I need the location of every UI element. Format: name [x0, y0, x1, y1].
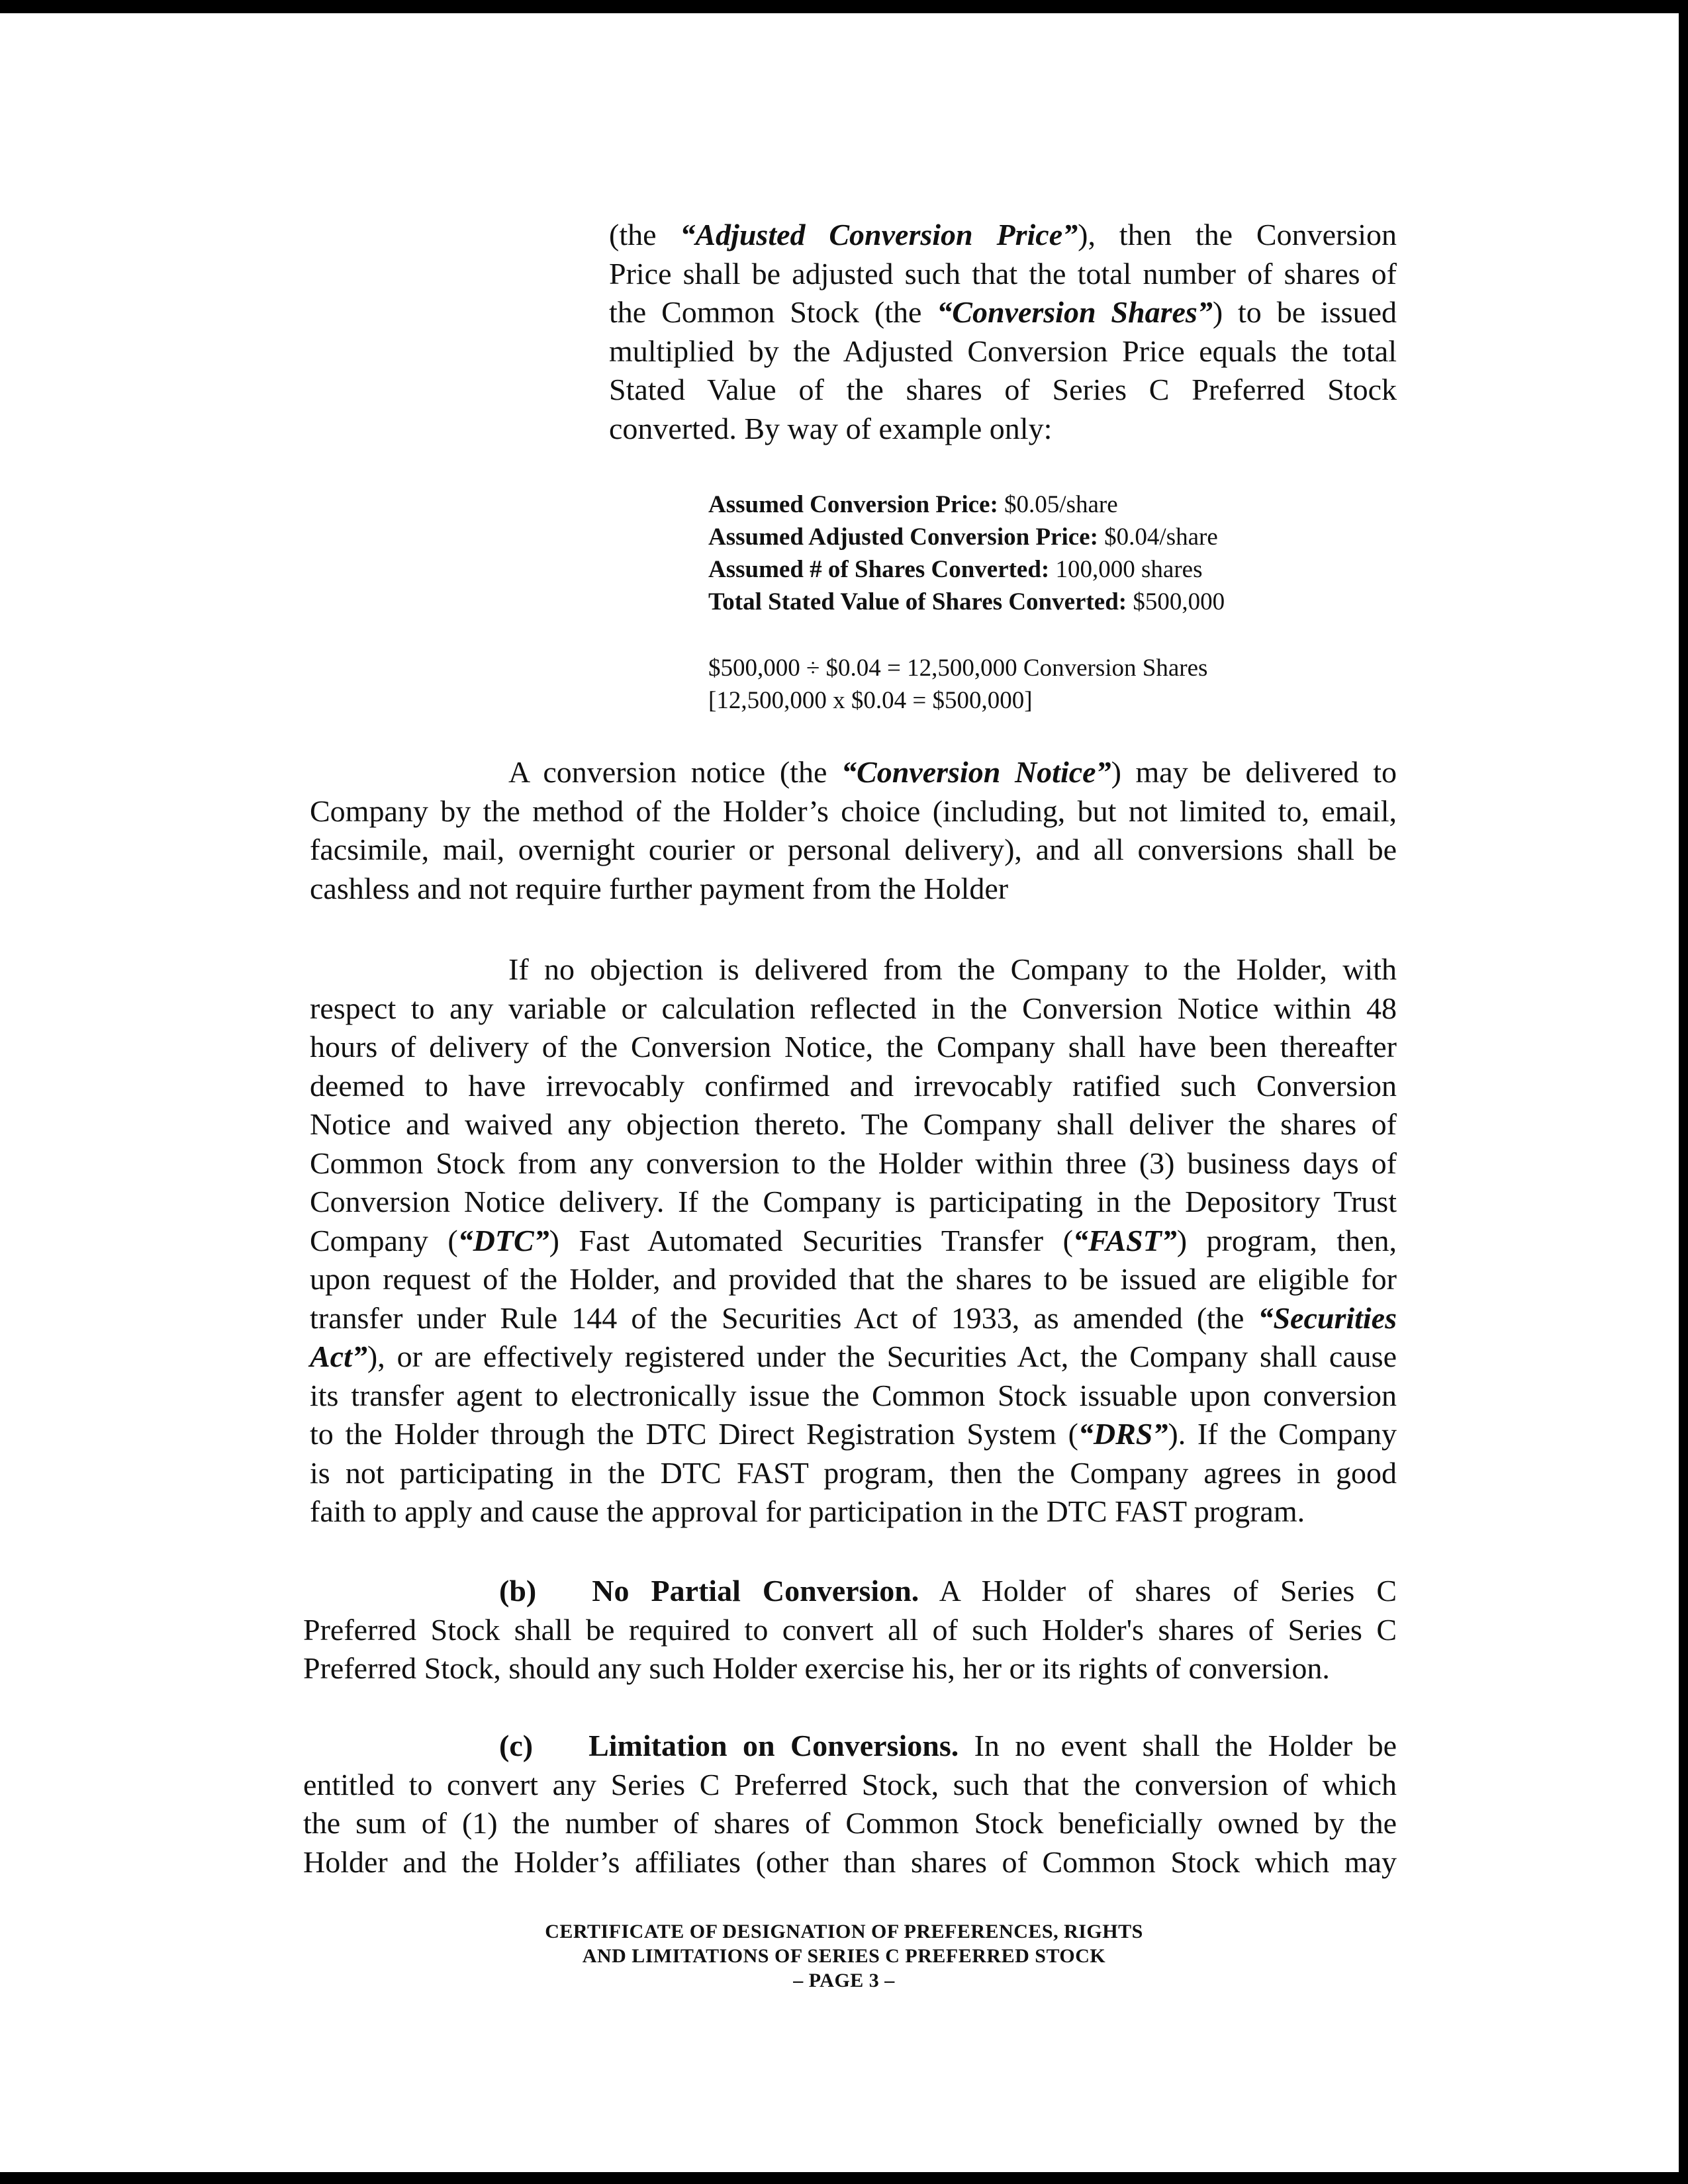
intro-paragraph — [609, 216, 1397, 448]
page-number: – PAGE 3 – — [793, 1970, 895, 1991]
text-line: deemed to have irrevocably confirmed and irrevocably ratified such Conversion — [310, 1068, 1397, 1103]
text-line: the Common Stock (the “Conversion Shares”) to be issued — [609, 295, 1397, 329]
text-line: upon request of the Holder, and provided that the shares to be issued are eligible for — [310, 1262, 1397, 1296]
defined-term: “Conversion Notice” — [841, 755, 1111, 789]
example-row: Assumed Conversion Price: $0.05/share — [708, 491, 1118, 518]
defined-term: “Conversion Shares” — [937, 295, 1213, 329]
example-assumptions — [708, 488, 1225, 618]
text-line: Conversion Notice delivery. If the Company is participating in the Depository Trust — [310, 1185, 1397, 1218]
section-b-paragraph — [303, 1572, 1397, 1688]
text-line: the sum of (1) the number of shares of Common Stock beneficially owned by the — [303, 1806, 1397, 1840]
text-line: cashless and not require further payment from the Holder — [310, 871, 1009, 905]
text-line: facsimile, mail, overnight courier or personal delivery), and all conversions shall be — [310, 833, 1397, 866]
text-line: Notice and waived any objection thereto. The Company shall deliver the shares of — [310, 1107, 1397, 1141]
scan-border-right — [1679, 0, 1688, 2184]
section-marker: (b) — [499, 1574, 537, 1608]
defined-term: “DTC” — [457, 1223, 549, 1257]
text-line: A conversion notice (the “Conversion Notice”) may be delivered to — [508, 755, 1397, 789]
text-line: faith to apply and cause the approval for participation in the DTC FAST program. — [310, 1494, 1305, 1528]
text-line: (c) Limitation on Conversions. In no event shall the Holder be — [499, 1729, 1397, 1762]
text-line: Stated Value of the shares of Series C Preferred Stock — [609, 373, 1397, 406]
text-line: Preferred Stock shall be required to convert all of such Holder's shares of Series C — [303, 1612, 1397, 1647]
text-line: hours of delivery of the Conversion Notice, the Company shall have been thereafter — [310, 1030, 1397, 1064]
text-line: entitled to convert any Series C Preferred Stock, such that the conversion of which — [303, 1767, 1397, 1801]
text-line: (the “Adjusted Conversion Price”), then the Conversion — [609, 218, 1397, 251]
section-heading: No Partial Conversion. — [592, 1574, 919, 1608]
text-line: Price shall be adjusted such that the total number of shares of — [609, 256, 1397, 291]
calc-line: [12,500,000 x $0.04 = $500,000] — [708, 687, 1033, 714]
text-line: Preferred Stock, should any such Holder exercise his, her or its rights of conversion. — [303, 1651, 1330, 1685]
page-footer — [0, 1919, 1688, 1993]
calc-line: $500,000 ÷ $0.04 = 12,500,000 Conversion Shares — [708, 655, 1208, 682]
text-line: Company by the method of the Holder’s choice (including, but not limited to, email, — [310, 794, 1397, 828]
example-calculation — [708, 652, 1207, 717]
example-row: Assumed Adjusted Conversion Price: $0.04/share — [708, 523, 1218, 551]
text-line: If no objection is delivered from the Company to the Holder, with — [508, 952, 1397, 986]
defined-term: “DRS” — [1078, 1417, 1168, 1451]
objection-paragraph — [310, 950, 1397, 1531]
footer-title-line: AND LIMITATIONS OF SERIES C PREFERRED STOCK — [582, 1945, 1106, 1967]
defined-term: “Adjusted Conversion Price” — [680, 218, 1078, 251]
footer-title-line: CERTIFICATE OF DESIGNATION OF PREFERENCES, RIGHTS — [545, 1921, 1143, 1942]
text-line: Common Stock from any conversion to the Holder within three (3) business days of — [310, 1146, 1397, 1180]
text-line: Company (“DTC”) Fast Automated Securities Transfer (“FAST”) program, then, — [310, 1223, 1397, 1257]
text-line: Act”), or are effectively registered under the Securities Act, the Company shall cause — [310, 1340, 1397, 1373]
example-row: Total Stated Value of Shares Converted: $500,000 — [708, 588, 1225, 615]
text-line: Holder and the Holder’s affiliates (other than shares of Common Stock which may — [303, 1844, 1397, 1879]
text-line: multiplied by the Adjusted Conversion Price equals the total — [609, 334, 1397, 368]
scan-border-top — [0, 0, 1688, 13]
section-heading: Limitation on Conversions. — [588, 1729, 959, 1762]
defined-term: Act” — [310, 1340, 367, 1373]
text-line: converted. By way of example only: — [609, 411, 1053, 445]
example-row: Assumed # of Shares Converted: 100,000 shares — [708, 556, 1203, 583]
scan-border-bottom — [0, 2172, 1688, 2184]
defined-term: “FAST” — [1072, 1223, 1177, 1257]
text-line: respect to any variable or calculation reflected in the Conversion Notice within 48 — [310, 991, 1397, 1025]
defined-term: “Securities — [1258, 1300, 1397, 1335]
text-line: its transfer agent to electronically issue the Common Stock issuable upon conversion — [310, 1378, 1397, 1412]
conversion-notice-paragraph — [310, 753, 1397, 908]
section-marker: (c) — [499, 1729, 534, 1762]
text-line: transfer under Rule 144 of the Securities Act of 1933, as amended (the “Securities — [310, 1300, 1397, 1335]
section-c-paragraph — [303, 1727, 1397, 1882]
text-line: to the Holder through the DTC Direct Registration System (“DRS”). If the Company — [310, 1417, 1397, 1451]
text-line: is not participating in the DTC FAST program, then the Company agrees in good — [310, 1455, 1397, 1490]
text-line: (b) No Partial Conversion. A Holder of shares of Series C — [499, 1574, 1397, 1608]
